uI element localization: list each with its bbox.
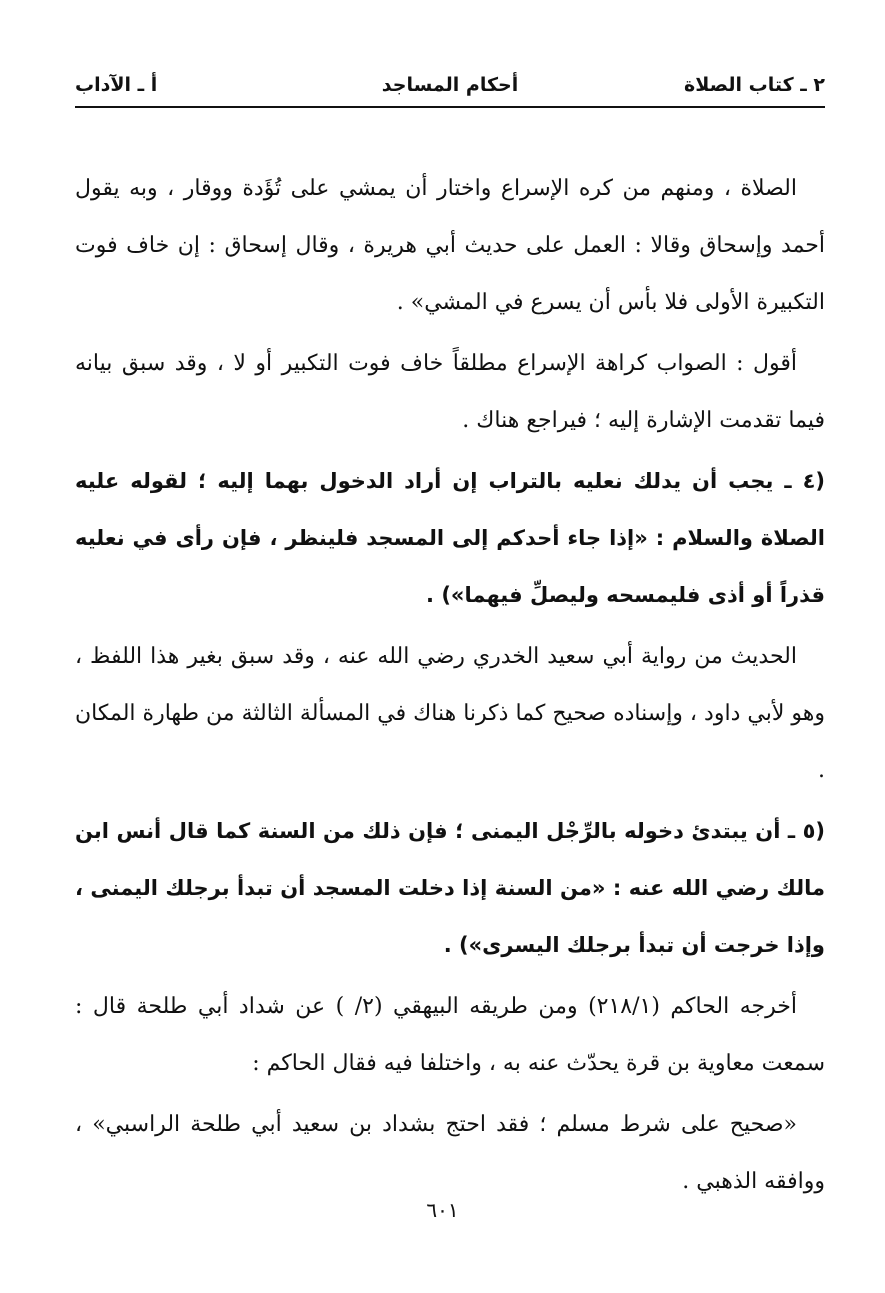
page-body (75, 160, 825, 1214)
paragraph-3-rule-4: (٤ ـ يجب أن يدلك نعليه بالتراب إن أراد الدخول بهما إليه ؛ لقوله عليه الصلاة والسلام : «إذا جاء أحدكم إلى المسجد فلينظر ، فإن رأى في نعليه قذراً أو أذى فليمسحه وليصلِّ فيهما») . (75, 469, 825, 607)
paragraph-6: أخرجه الحاكم (٢١٨/١) ومن طريقه البيهقي (٢/ ) عن شداد أبي طلحة قال : سمعت معاوية بن قرة يحدّث عنه به ، واختلفا فيه فقال الحاكم : (75, 994, 825, 1076)
paragraph-1: الصلاة ، ومنهم من كره الإسراع واختار أن يمشي على تُؤَدة ووقار ، وبه يقول أحمد وإسحاق وقالا : العمل على حديث أبي هريرة ، وقال إسحاق : إن خاف فوت التكبيرة الأولى فلا بأس أن يسرع في المشي» . (75, 176, 825, 315)
running-header (75, 68, 825, 108)
paragraph-4: الحديث من رواية أبي سعيد الخدري رضي الله عنه ، وقد سبق بغير هذا اللفظ ، وهو لأبي داود ، وإسناده صحيح كما ذكرنا هناك في المسألة الثالثة من طهارة المكان . (75, 644, 825, 783)
page-number: ٦٠١ (426, 1198, 459, 1222)
header-subsection: أ ـ الآداب (75, 74, 158, 96)
header-chapter: ٢ ـ كتاب الصلاة (684, 74, 825, 96)
paragraph-5-rule-5: (٥ ـ أن يبتدئ دخوله بالرِّجْل اليمنى ؛ فإن ذلك من السنة كما قال أنس ابن مالك رضي الله عنه : «من السنة إذا دخلت المسجد أن تبدأ برجلك اليمنى ، وإذا خرجت أن تبدأ برجلك اليسرى») . (75, 819, 825, 957)
paragraph-7: «صحيح على شرط مسلم ؛ فقد احتج بشداد بن سعيد أبي طلحة الراسبي» ، ووافقه الذهبي . (75, 1112, 825, 1194)
header-divider (75, 106, 825, 108)
paragraph-2: أقول : الصواب كراهة الإسراع مطلقاً خاف فوت التكبير أو لا ، وقد سبق بيانه فيما تقدمت الإشارة إليه ؛ فيراجع هناك . (75, 351, 825, 433)
header-section-title: أحكام المساجد (381, 74, 519, 96)
